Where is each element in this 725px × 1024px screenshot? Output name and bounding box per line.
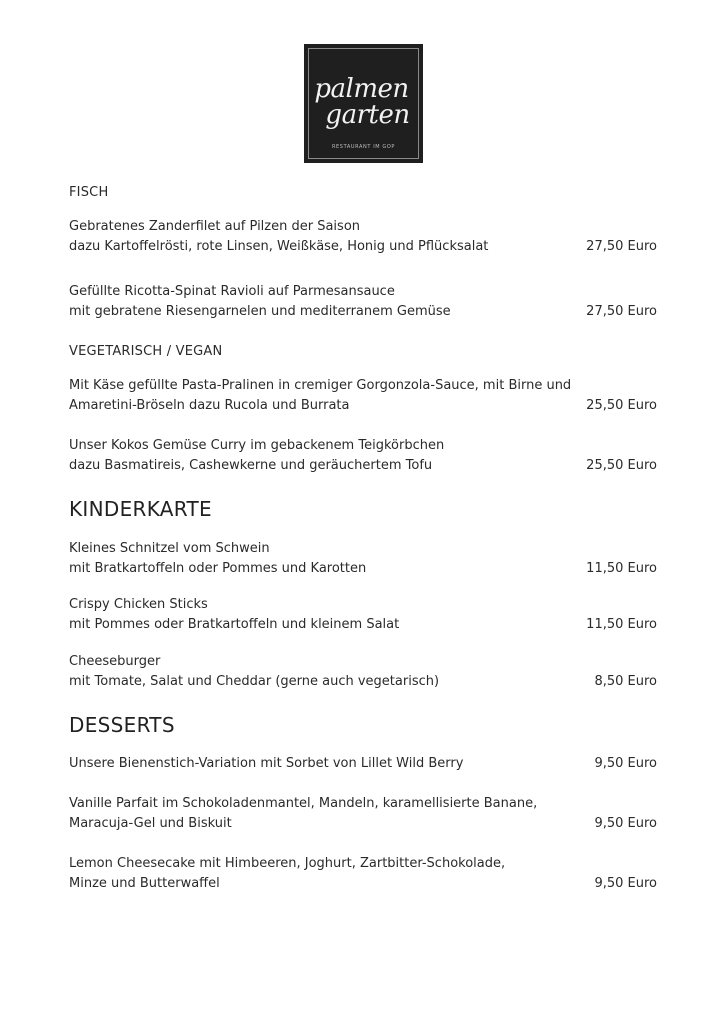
menu-item-lemon-cheesecake bbox=[69, 854, 657, 894]
menu-item-zanderfilet bbox=[69, 217, 657, 257]
menu-item-vanille-parfait bbox=[69, 794, 657, 834]
section-heading-vegetarisch-vegan: VEGETARISCH / VEGAN bbox=[69, 344, 223, 359]
item-title: Unsere Bienenstich-Variation mit Sorbet von Lillet Wild Berry bbox=[69, 756, 464, 771]
item-price: 9,50 Euro bbox=[594, 816, 657, 831]
logo-subtitle: RESTAURANT IM GOP bbox=[331, 144, 396, 150]
item-description: mit Tomate, Salat und Cheddar (gerne auch vegetarisch) bbox=[69, 674, 440, 689]
section-heading-kinderkarte: KINDERKARTE bbox=[69, 497, 212, 521]
item-description: mit gebratene Riesengarnelen und mediterranem Gemüse bbox=[69, 304, 451, 319]
section-heading-fisch: FISCH bbox=[69, 185, 109, 200]
item-price: 9,50 Euro bbox=[594, 756, 657, 771]
item-description: dazu Basmatireis, Cashewkerne und geräuchertem Tofu bbox=[69, 458, 433, 473]
item-title: Lemon Cheesecake mit Himbeeren, Joghurt, Zartbitter-Schokolade, bbox=[69, 856, 506, 871]
section-heading-desserts: DESSERTS bbox=[69, 713, 175, 737]
item-price: 11,50 Euro bbox=[586, 561, 657, 576]
item-description: mit Pommes oder Bratkartoffeln und kleinem Salat bbox=[69, 617, 400, 632]
item-title: Gefüllte Ricotta-Spinat Ravioli auf Parmesansauce bbox=[69, 284, 395, 299]
item-price: 27,50 Euro bbox=[586, 239, 657, 254]
item-description: Maracuja-Gel und Biskuit bbox=[69, 816, 232, 831]
item-title: Gebratenes Zanderfilet auf Pilzen der Saison bbox=[69, 219, 361, 234]
menu-item-cheeseburger bbox=[69, 652, 657, 692]
item-description: Minze und Butterwaffel bbox=[69, 876, 220, 891]
item-title: Cheeseburger bbox=[69, 654, 161, 669]
menu-item-schnitzel bbox=[69, 539, 657, 579]
menu-item-ravioli bbox=[69, 282, 657, 322]
item-title: Kleines Schnitzel vom Schwein bbox=[69, 541, 270, 556]
item-description: Amaretini-Bröseln dazu Rucola und Burrata bbox=[69, 398, 350, 413]
item-description: dazu Kartoffelrösti, rote Linsen, Weißkäse, Honig und Pflücksalat bbox=[69, 239, 489, 254]
menu-item-pasta-pralinen bbox=[69, 376, 657, 416]
item-price: 27,50 Euro bbox=[586, 304, 657, 319]
item-price: 9,50 Euro bbox=[594, 876, 657, 891]
logo-word-garten: garten bbox=[325, 100, 410, 130]
item-description: mit Bratkartoffeln oder Pommes und Karotten bbox=[69, 561, 367, 576]
restaurant-logo bbox=[304, 44, 423, 163]
item-title: Unser Kokos Gemüse Curry im gebackenem Teigkörbchen bbox=[69, 438, 445, 453]
item-price: 25,50 Euro bbox=[586, 398, 657, 413]
item-price: 8,50 Euro bbox=[594, 674, 657, 689]
menu-item-chicken-sticks bbox=[69, 595, 657, 635]
menu-item-kokos-curry bbox=[69, 436, 657, 476]
item-title: Vanille Parfait im Schokoladenmantel, Mandeln, karamellisierte Banane, bbox=[69, 796, 538, 811]
item-title: Crispy Chicken Sticks bbox=[69, 597, 208, 612]
logo-word-palmen: palmen bbox=[314, 74, 409, 104]
menu-item-bienenstich bbox=[69, 754, 657, 774]
item-title: Mit Käse gefüllte Pasta-Pralinen in cremiger Gorgonzola-Sauce, mit Birne und bbox=[69, 378, 572, 393]
item-price: 11,50 Euro bbox=[586, 617, 657, 632]
item-price: 25,50 Euro bbox=[586, 458, 657, 473]
